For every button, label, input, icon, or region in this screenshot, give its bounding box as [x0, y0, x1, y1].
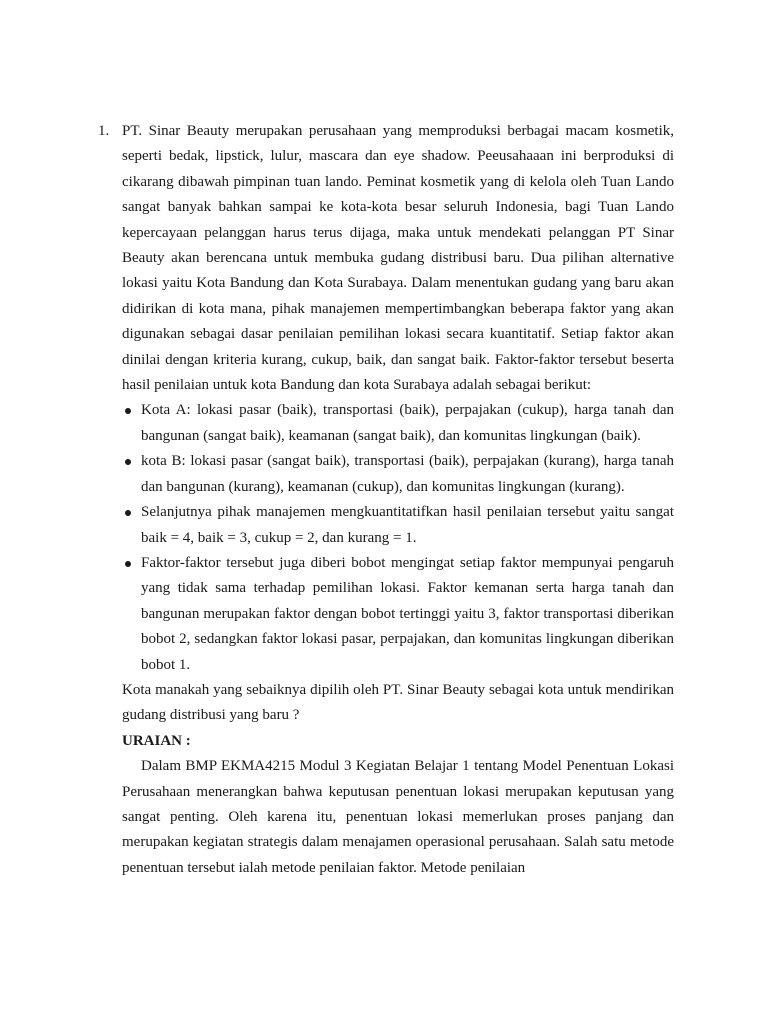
criteria-list: [122, 398, 674, 677]
list-item-text: Faktor-faktor tersebut juga diberi bobot mengingat setiap faktor mempunyai pengaruh yang tidak sama terhadap pemilihan lokasi. Faktor kemanan serta harga tanah dan bangunan merupakan faktor dengan bobot tertinggi yaitu 3, faktor transportasi diberikan bobot 2, sedangkan faktor lokasi pasar, perpajakan, dan komunitas lingkungan diberikan bobot 1.: [141, 554, 674, 673]
bullet-icon: [125, 510, 131, 516]
list-item: [122, 551, 674, 678]
list-item-text: kota B: lokasi pasar (sangat baik), transportasi (baik), perpajakan (kurang), harga tanah dan bangunan (kurang), keamanan (cukup), dan komunitas lingkungan (kurang).: [141, 453, 674, 495]
list-item-text: Selanjutnya pihak manajemen mengkuantitatifkan hasil penilaian tersebut yaitu sangat baik = 4, baik = 3, cukup = 2, dan kurang = 1.: [141, 504, 674, 546]
list-number: 1.: [98, 123, 110, 139]
uraian-paragraph: Dalam BMP EKMA4215 Modul 3 Kegiatan Belajar 1 tentang Model Penentuan Lokasi Perusahaan menerangkan bahwa keputusan penentuan lokasi merupakan keputusan yang sangat penting. Oleh karena itu, penentuan lokasi memerlukan proses panjang dan merupakan kegiatan strategis dalam menajamen operasional perusahaan. Salah satu metode penentuan tersebut ialah metode penilaian faktor. Metode penilaian: [122, 758, 674, 876]
document-body: [122, 119, 674, 881]
list-item-text: Kota A: lokasi pasar (baik), transportasi (baik), perpajakan (cukup), harga tanah dan bangunan (sangat baik), keamanan (sangat baik), dan komunitas lingkungan (baik).: [141, 402, 674, 444]
list-item: [122, 500, 674, 551]
intro-paragraph: PT. Sinar Beauty merupakan perusahaan yang memproduksi berbagai macam kosmetik, seperti bedak, lipstick, lulur, mascara dan eye shadow. Peeusahaaan ini berproduksi di cikarang dibawah pimpinan tuan lando. Peminat kosmetik yang di kelola oleh Tuan Lando sangat banyak bahkan sampai ke kota-kota besar seluruh Indonesia, bagi Tuan Lando kepercayaan pelanggan harus terus dijaga, maka untuk mendekati pelanggan PT Sinar Beauty akan berencana untuk membuka gudang distribusi baru. Dua pilihan alternative lokasi yaitu Kota Bandung dan Kota Surabaya. Dalam menentukan gudang yang baru akan didirikan di kota mana, pihak manajemen mempertimbangkan beberapa faktor yang akan digunakan sebagai dasar penilaian pemilihan lokasi secara kuantitatif. Setiap faktor akan dinilai dengan kriteria kurang, cukup, baik, dan sangat baik. Faktor-faktor tersebut beserta hasil penilaian untuk kota Bandung dan kota Surabaya adalah sebagai berikut:: [122, 123, 674, 394]
bullet-icon: [125, 459, 131, 465]
list-item: [122, 398, 674, 449]
uraian-heading: URAIAN :: [122, 732, 191, 749]
bullet-icon: [125, 408, 131, 414]
question-paragraph: Kota manakah yang sebaiknya dipilih oleh PT. Sinar Beauty sebagai kota untuk mendirikan gudang distribusi yang baru ?: [122, 681, 674, 724]
list-item: [122, 449, 674, 500]
bullet-icon: [125, 561, 131, 567]
